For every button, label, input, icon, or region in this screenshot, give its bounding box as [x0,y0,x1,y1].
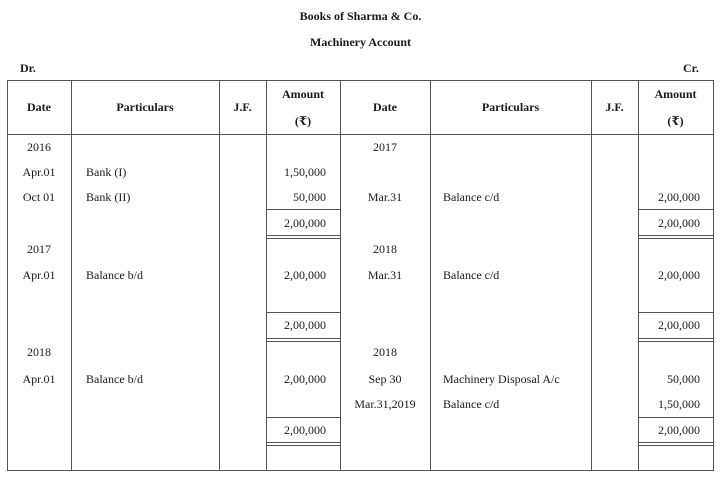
header-currency-dr: (₹) [294,114,312,128]
header-date-cr: Date [373,100,397,114]
dr-particulars: Balance b/d [86,268,143,282]
header-currency-cr: (₹) [667,114,684,128]
col-border [71,80,72,471]
col-border [713,80,714,471]
total-rule [638,417,714,418]
total-rule [638,238,714,239]
total-rule [266,338,341,339]
header-date-dr: Date [27,100,51,114]
header-amount-dr: Amount [281,87,324,101]
dr-year: 2018 [27,345,51,359]
dr-amount: 2,00,000 [284,268,326,282]
dr-particulars: Bank (I) [86,165,127,179]
total-rule [638,209,714,210]
cr-total: 2,00,000 [658,318,700,332]
total-rule [638,235,714,236]
dr-total: 2,00,000 [284,318,326,332]
cr-total: 2,00,000 [658,216,700,230]
cr-particulars: Machinery Disposal A/c [443,372,560,386]
col-border [591,80,592,471]
dr-date: Apr.01 [22,268,56,282]
dr-amount: 50,000 [293,190,326,204]
dr-total: 2,00,000 [284,216,326,230]
table-top-border [7,80,714,81]
dr-date: Apr.01 [22,372,56,386]
dr-particulars: Bank (II) [86,190,131,204]
dr-amount: 2,00,000 [284,372,326,386]
cr-year: 2017 [373,140,397,154]
cr-date: Mar.31 [367,190,403,204]
table-bottom-border [7,470,714,471]
dr-year: 2017 [27,242,51,256]
col-border [430,80,431,471]
total-rule [266,442,341,443]
cr-date: Mar.31,2019 [354,397,416,411]
cr-particulars: Balance c/d [443,268,500,282]
total-rule [266,312,341,313]
header-amount-cr: Amount [654,87,697,101]
cr-particulars: Balance c/d [443,397,500,411]
total-rule [266,341,341,342]
total-rule [638,442,714,443]
total-rule [638,341,714,342]
col-border [219,80,220,471]
header-jf-cr: J.F. [605,100,624,114]
header-particulars-cr: Particulars [481,100,540,114]
dr-total: 2,00,000 [284,423,326,437]
cr-amount: 50,000 [667,372,700,386]
account-title: Machinery Account [310,35,411,49]
dr-year: 2016 [27,140,51,154]
total-rule [638,445,714,446]
header-jf-dr: J.F. [233,100,252,114]
dr-date: Apr.01 [22,165,56,179]
cr-total: 2,00,000 [658,423,700,437]
header-bottom-border [7,134,714,135]
dr-date: Oct 01 [22,190,56,204]
total-rule [638,338,714,339]
cr-amount: 2,00,000 [658,190,700,204]
cr-year: 2018 [373,242,397,256]
total-rule [266,209,341,210]
cr-particulars: Balance c/d [443,190,500,204]
cr-year: 2018 [373,345,397,359]
cr-amount: 2,00,000 [658,268,700,282]
cr-date: Mar.31 [367,268,403,282]
cr-label: Cr. [683,61,699,75]
total-rule [266,238,341,239]
header-particulars-dr: Particulars [116,100,174,114]
total-rule [266,235,341,236]
total-rule [266,417,341,418]
books-title: Books of Sharma & Co. [299,9,422,23]
cr-date: Sep 30 [368,372,402,386]
total-rule [266,445,341,446]
dr-amount: 1,50,000 [284,165,326,179]
dr-label: Dr. [20,61,36,75]
dr-particulars: Balance b/d [86,372,143,386]
cr-amount: 1,50,000 [658,397,700,411]
total-rule [638,312,714,313]
